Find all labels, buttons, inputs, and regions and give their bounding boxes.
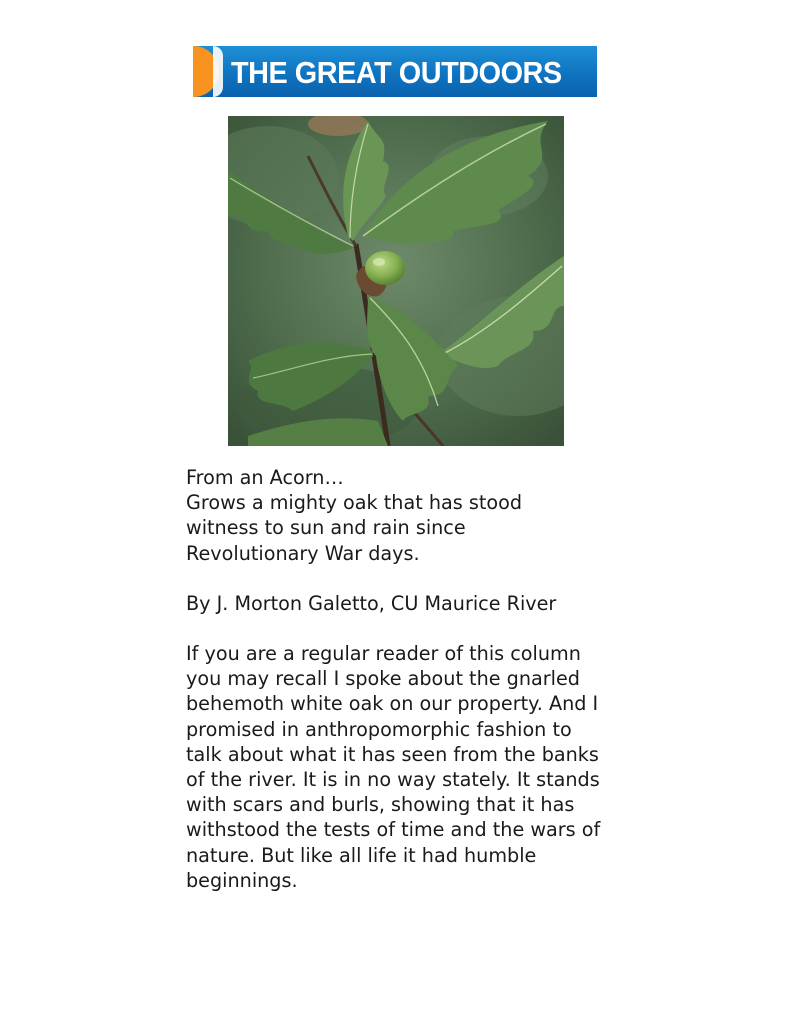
spacer <box>186 616 616 641</box>
banner-title: THE GREAT OUTDOORS <box>231 55 562 90</box>
article <box>186 465 616 893</box>
column-banner <box>193 46 597 97</box>
article-subtitle: Grows a mighty oak that has stood witness to sun and rain since Revolutionary War days. <box>186 491 523 565</box>
article-body: If you are a regular reader of this column you may recall I spoke about the gnarled behemoth white oak on our property. And I promised in anthropomorphic fashion to talk about what it has seen from the banks of the river. It is in no way stately. It stands with scars and burls, showing that it has withstood the tests of time and the wars of nature. But like all life it had humble beginnings. <box>186 642 601 892</box>
oak-branch-illustration <box>228 116 564 446</box>
article-heading: From an Acorn… <box>186 466 344 489</box>
banner-accent-edge <box>213 46 223 97</box>
spacer <box>186 566 616 591</box>
article-byline: By J. Morton Galetto, CU Maurice River <box>186 591 557 615</box>
oak-acorn-photo <box>228 116 564 446</box>
